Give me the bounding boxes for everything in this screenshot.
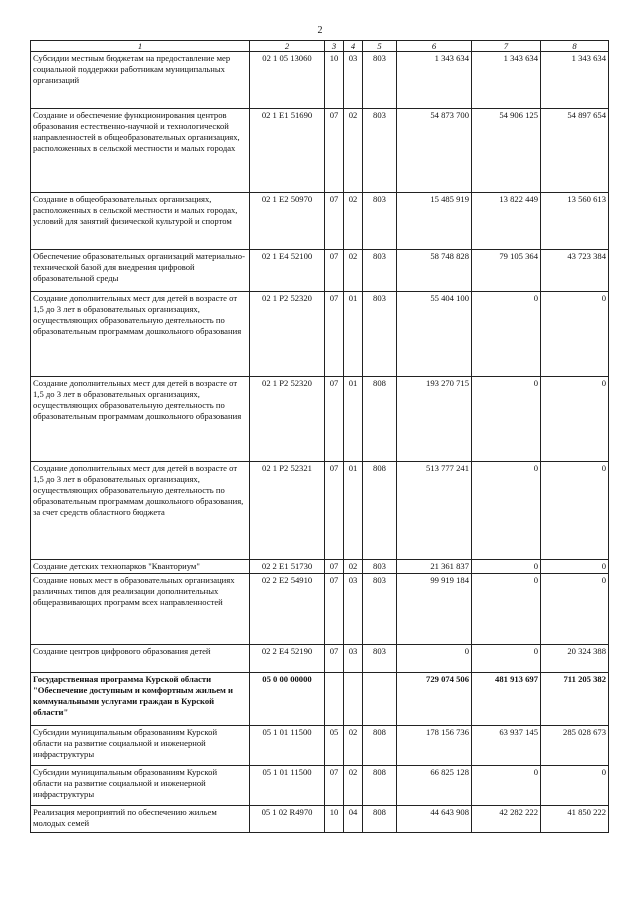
table-row bbox=[31, 52, 609, 109]
target-code: 02 1 P2 52320 bbox=[250, 292, 325, 377]
subsection-code: 01 bbox=[344, 462, 363, 560]
section-code: 07 bbox=[325, 766, 344, 806]
section-code: 07 bbox=[325, 292, 344, 377]
subsection-code: 04 bbox=[344, 806, 363, 833]
subsection-code: 02 bbox=[344, 193, 363, 250]
amount-year-3: 0 bbox=[541, 377, 609, 462]
column-header: 8 bbox=[541, 41, 609, 52]
amount-year-2: 481 913 697 bbox=[472, 673, 541, 726]
column-header: 3 bbox=[325, 41, 344, 52]
target-code: 02 1 P2 52320 bbox=[250, 377, 325, 462]
row-name: Государственная программа Курской области "Обеспечение доступным и комфортным жильем и коммунальными услугами граждан в Курской области" bbox=[31, 673, 250, 726]
target-code: 02 2 E1 51730 bbox=[250, 560, 325, 574]
section-code: 07 bbox=[325, 645, 344, 673]
amount-year-2: 0 bbox=[472, 560, 541, 574]
target-code: 02 2 E4 52190 bbox=[250, 645, 325, 673]
row-name: Субсидии муниципальным образованиям Курской области на развитие социальной и инженерной инфраструктуры bbox=[31, 766, 250, 806]
amount-year-3: 54 897 654 bbox=[541, 109, 609, 193]
subsection-code: 02 bbox=[344, 109, 363, 193]
amount-year-2: 42 282 222 bbox=[472, 806, 541, 833]
amount-year-2: 0 bbox=[472, 292, 541, 377]
expense-type: 803 bbox=[363, 250, 397, 292]
row-name: Создание дополнительных мест для детей в возрасте от 1,5 до 3 лет в образовательных организациях, осуществляющих образовательную деятельность по образовательным программам дошкольного образования bbox=[31, 292, 250, 377]
expense-type: 808 bbox=[363, 806, 397, 833]
table-row bbox=[31, 560, 609, 574]
target-code: 02 1 05 13060 bbox=[250, 52, 325, 109]
amount-year-1: 15 485 919 bbox=[397, 193, 472, 250]
amount-year-1: 0 bbox=[397, 645, 472, 673]
target-code: 05 1 01 11500 bbox=[250, 726, 325, 766]
row-name: Создание детских технопарков "Кванториум" bbox=[31, 560, 250, 574]
row-name: Создание в общеобразовательных организациях, расположенных в сельской местности и малых городах, условий для занятий физической культурой и спортом bbox=[31, 193, 250, 250]
section-code: 07 bbox=[325, 560, 344, 574]
amount-year-3: 1 343 634 bbox=[541, 52, 609, 109]
amount-year-1: 729 074 506 bbox=[397, 673, 472, 726]
subsection-code bbox=[344, 673, 363, 726]
row-name: Создание новых мест в образовательных организациях различных типов для реализации дополнительных общеразвивающих программ всех направленностей bbox=[31, 574, 250, 645]
amount-year-3: 0 bbox=[541, 292, 609, 377]
section-code: 10 bbox=[325, 52, 344, 109]
subsection-code: 03 bbox=[344, 52, 363, 109]
section-code: 10 bbox=[325, 806, 344, 833]
target-code: 02 1 P2 52321 bbox=[250, 462, 325, 560]
amount-year-2: 79 105 364 bbox=[472, 250, 541, 292]
target-code: 02 1 E2 50970 bbox=[250, 193, 325, 250]
amount-year-1: 66 825 128 bbox=[397, 766, 472, 806]
expense-type bbox=[363, 673, 397, 726]
target-code: 02 2 E2 54910 bbox=[250, 574, 325, 645]
table-row bbox=[31, 574, 609, 645]
amount-year-3: 0 bbox=[541, 574, 609, 645]
section-code: 07 bbox=[325, 250, 344, 292]
amount-year-3: 20 324 388 bbox=[541, 645, 609, 673]
expense-type: 803 bbox=[363, 109, 397, 193]
section-code: 07 bbox=[325, 574, 344, 645]
table-row bbox=[31, 193, 609, 250]
target-code: 02 1 E1 51690 bbox=[250, 109, 325, 193]
table-row bbox=[31, 109, 609, 193]
row-name: Создание центров цифрового образования детей bbox=[31, 645, 250, 673]
row-name: Субсидии местным бюджетам на предоставление мер социальной поддержки работникам муниципальных организаций bbox=[31, 52, 250, 109]
table-row bbox=[31, 673, 609, 726]
section-code: 07 bbox=[325, 377, 344, 462]
amount-year-2: 0 bbox=[472, 645, 541, 673]
target-code: 02 1 E4 52100 bbox=[250, 250, 325, 292]
amount-year-2: 0 bbox=[472, 377, 541, 462]
amount-year-3: 285 028 673 bbox=[541, 726, 609, 766]
table-row bbox=[31, 292, 609, 377]
amount-year-2: 54 906 125 bbox=[472, 109, 541, 193]
budget-table bbox=[30, 40, 609, 833]
expense-type: 803 bbox=[363, 645, 397, 673]
page-number: 2 bbox=[317, 25, 323, 36]
column-header: 7 bbox=[472, 41, 541, 52]
row-name: Создание и обеспечение функционирования центров образования естественно-научной и технологической направленностей в общеобразовательных организациях, расположенных в сельской местности и малых городах bbox=[31, 109, 250, 193]
amount-year-2: 0 bbox=[472, 462, 541, 560]
target-code: 05 0 00 00000 bbox=[250, 673, 325, 726]
section-code: 07 bbox=[325, 462, 344, 560]
amount-year-1: 54 873 700 bbox=[397, 109, 472, 193]
amount-year-3: 711 205 382 bbox=[541, 673, 609, 726]
expense-type: 803 bbox=[363, 292, 397, 377]
amount-year-2: 1 343 634 bbox=[472, 52, 541, 109]
amount-year-2: 0 bbox=[472, 766, 541, 806]
subsection-code: 02 bbox=[344, 726, 363, 766]
amount-year-1: 99 919 184 bbox=[397, 574, 472, 645]
subsection-code: 01 bbox=[344, 292, 363, 377]
column-header: 5 bbox=[363, 41, 397, 52]
section-code: 07 bbox=[325, 193, 344, 250]
amount-year-3: 13 560 613 bbox=[541, 193, 609, 250]
table-row bbox=[31, 645, 609, 673]
expense-type: 803 bbox=[363, 52, 397, 109]
amount-year-2: 13 822 449 bbox=[472, 193, 541, 250]
section-code bbox=[325, 673, 344, 726]
amount-year-3: 0 bbox=[541, 462, 609, 560]
table-row bbox=[31, 726, 609, 766]
table-row bbox=[31, 806, 609, 833]
expense-type: 803 bbox=[363, 560, 397, 574]
amount-year-1: 178 156 736 bbox=[397, 726, 472, 766]
amount-year-1: 55 404 100 bbox=[397, 292, 472, 377]
amount-year-2: 63 937 145 bbox=[472, 726, 541, 766]
table-row bbox=[31, 462, 609, 560]
subsection-code: 03 bbox=[344, 574, 363, 645]
amount-year-1: 193 270 715 bbox=[397, 377, 472, 462]
row-name: Создание дополнительных мест для детей в возрасте от 1,5 до 3 лет в образовательных организациях, осуществляющих образовательную деятельность по образовательным программам дошкольного образования bbox=[31, 377, 250, 462]
section-code: 07 bbox=[325, 109, 344, 193]
row-name: Реализация мероприятий по обеспечению жильем молодых семей bbox=[31, 806, 250, 833]
section-code: 05 bbox=[325, 726, 344, 766]
amount-year-1: 21 361 837 bbox=[397, 560, 472, 574]
expense-type: 808 bbox=[363, 726, 397, 766]
amount-year-1: 1 343 634 bbox=[397, 52, 472, 109]
column-header: 6 bbox=[397, 41, 472, 52]
amount-year-3: 0 bbox=[541, 766, 609, 806]
column-header: 4 bbox=[344, 41, 363, 52]
amount-year-1: 58 748 828 bbox=[397, 250, 472, 292]
column-header: 2 bbox=[250, 41, 325, 52]
column-header: 1 bbox=[31, 41, 250, 52]
table-row bbox=[31, 766, 609, 806]
row-name: Создание дополнительных мест для детей в возрасте от 1,5 до 3 лет в образовательных организациях, осуществляющих образовательную деятельность по образовательным программам дошкольного образования, за счет средств областного бюджета bbox=[31, 462, 250, 560]
subsection-code: 01 bbox=[344, 377, 363, 462]
header-row bbox=[31, 41, 609, 52]
table-row bbox=[31, 250, 609, 292]
row-name: Обеспечение образовательных организаций материально-технической базой для внедрения цифровой образовательной среды bbox=[31, 250, 250, 292]
expense-type: 803 bbox=[363, 574, 397, 645]
subsection-code: 02 bbox=[344, 560, 363, 574]
table-row bbox=[31, 377, 609, 462]
amount-year-1: 513 777 241 bbox=[397, 462, 472, 560]
target-code: 05 1 01 11500 bbox=[250, 766, 325, 806]
row-name: Субсидии муниципальным образованиям Курской области на развитие социальной и инженерной инфраструктуры bbox=[31, 726, 250, 766]
target-code: 05 1 02 R4970 bbox=[250, 806, 325, 833]
subsection-code: 02 bbox=[344, 766, 363, 806]
subsection-code: 03 bbox=[344, 645, 363, 673]
amount-year-3: 43 723 384 bbox=[541, 250, 609, 292]
amount-year-3: 41 850 222 bbox=[541, 806, 609, 833]
amount-year-1: 44 643 908 bbox=[397, 806, 472, 833]
expense-type: 808 bbox=[363, 377, 397, 462]
expense-type: 803 bbox=[363, 193, 397, 250]
expense-type: 808 bbox=[363, 766, 397, 806]
amount-year-2: 0 bbox=[472, 574, 541, 645]
amount-year-3: 0 bbox=[541, 560, 609, 574]
expense-type: 808 bbox=[363, 462, 397, 560]
subsection-code: 02 bbox=[344, 250, 363, 292]
